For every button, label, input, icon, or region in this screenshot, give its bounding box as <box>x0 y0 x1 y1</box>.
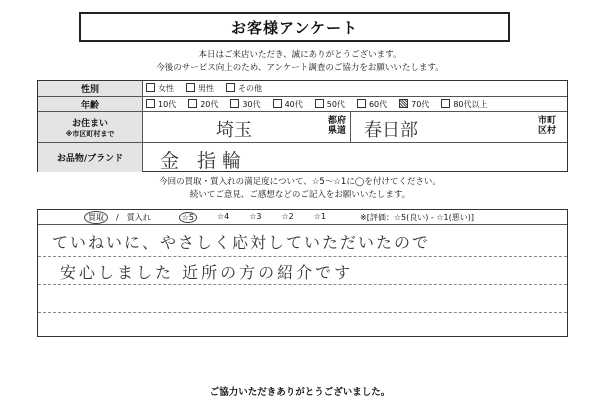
gender-option[interactable] <box>186 83 214 94</box>
rule-line <box>38 224 567 225</box>
age-option-label: 50代 <box>326 100 345 109</box>
survey-title <box>79 12 510 42</box>
age-option-label: 60代 <box>368 100 388 109</box>
customer-info-table <box>37 80 568 172</box>
gender-option[interactable] <box>146 83 174 94</box>
survey-title-text: お客様アンケート <box>230 18 359 37</box>
rating-bar <box>38 210 567 224</box>
intro-line-2: 今後のサービス向上のため、アンケート調査のご協力をお願いいたします。 <box>156 63 444 73</box>
survey-intro-line-1: 今回の買取・質入れの満足度について、☆5～☆1に◯を付けてください。 <box>159 177 441 187</box>
gender-label: 性別 <box>38 81 143 96</box>
address-sublabel: ※市区町村まで <box>65 130 115 138</box>
age-options <box>146 97 500 112</box>
item-handwritten: 金 指輪 <box>160 150 248 172</box>
age-row <box>38 96 567 112</box>
age-option[interactable] <box>315 99 345 110</box>
item-label: お品物/ブランド <box>38 143 143 172</box>
gender-options <box>146 81 274 96</box>
rule-line <box>38 256 567 257</box>
age-option[interactable] <box>357 99 387 110</box>
age-option-label: 20代 <box>200 100 219 109</box>
address-row <box>38 111 567 143</box>
age-option[interactable] <box>230 99 260 110</box>
star-option[interactable]: ☆3 <box>249 211 262 221</box>
checkbox-icon[interactable] <box>186 83 195 92</box>
feedback-box <box>37 209 568 337</box>
type-separator: / <box>116 212 119 222</box>
checkbox-icon[interactable] <box>146 99 155 108</box>
gender-row <box>38 81 567 96</box>
age-option-label: 30代 <box>242 100 261 109</box>
prefecture-handwritten: 埼玉 <box>216 120 252 141</box>
star-options <box>179 212 346 223</box>
gender-option-label: 女性 <box>158 84 174 93</box>
city-handwritten: 春日部 <box>364 120 418 141</box>
intro-line-1: 本日はご来店いただき、誠にありがとうございます。 <box>198 50 402 60</box>
age-option[interactable] <box>188 99 218 110</box>
gender-option-label: その他 <box>238 84 262 93</box>
star-option[interactable]: ☆1 <box>313 211 327 221</box>
type-buy: 買取 <box>84 211 108 224</box>
checkbox-icon[interactable] <box>188 99 197 108</box>
prefecture-suffix: 都府 県道 <box>328 116 347 136</box>
survey-intro-text <box>0 176 600 202</box>
address-divider <box>350 112 351 143</box>
survey-intro-line-2: 続いてご意見、ご感想などのご記入をお願いいたします。 <box>189 190 411 200</box>
checkbox-icon[interactable] <box>357 99 366 108</box>
age-option-label: 40代 <box>284 100 303 109</box>
checkbox-icon[interactable] <box>399 99 408 108</box>
checkbox-icon[interactable] <box>441 99 450 108</box>
age-option[interactable] <box>441 99 487 110</box>
comment-line-2: 安心しました 近所の方の紹介です <box>60 263 354 282</box>
rule-line <box>38 312 567 313</box>
type-pawn: 質入れ <box>126 212 151 222</box>
city-suffix: 市町 区村 <box>538 116 557 136</box>
age-option[interactable] <box>399 99 429 110</box>
age-option-label: 80代以上 <box>453 100 488 109</box>
rule-line <box>38 284 567 285</box>
checkbox-icon[interactable] <box>230 99 239 108</box>
rating-legend: ※[評価：☆5(良い) - ☆1(悪い)] <box>360 212 474 222</box>
age-label: 年齢 <box>38 97 143 112</box>
checkbox-icon[interactable] <box>273 99 282 108</box>
age-option-label: 70代 <box>411 100 430 109</box>
checkbox-icon[interactable] <box>146 83 155 92</box>
star-option[interactable]: ☆2 <box>281 211 294 221</box>
star-option[interactable]: ☆5 <box>179 212 197 223</box>
age-option[interactable] <box>273 99 303 110</box>
thanks-message: ご協力いただきありがとうございました。 <box>209 387 391 398</box>
age-option-label: 10代 <box>158 100 177 109</box>
intro-text <box>0 49 600 75</box>
star-option[interactable]: ☆4 <box>216 211 230 221</box>
age-option[interactable] <box>146 99 176 110</box>
address-label: お住まい ※市区町村まで <box>38 112 143 143</box>
gender-option[interactable] <box>226 83 262 94</box>
comment-line-1: ていねいに、やさしく応対していただいたので <box>52 233 431 252</box>
checkbox-icon[interactable] <box>226 83 235 92</box>
checkbox-icon[interactable] <box>315 99 324 108</box>
item-row <box>38 142 567 172</box>
gender-option-label: 男性 <box>198 84 214 93</box>
